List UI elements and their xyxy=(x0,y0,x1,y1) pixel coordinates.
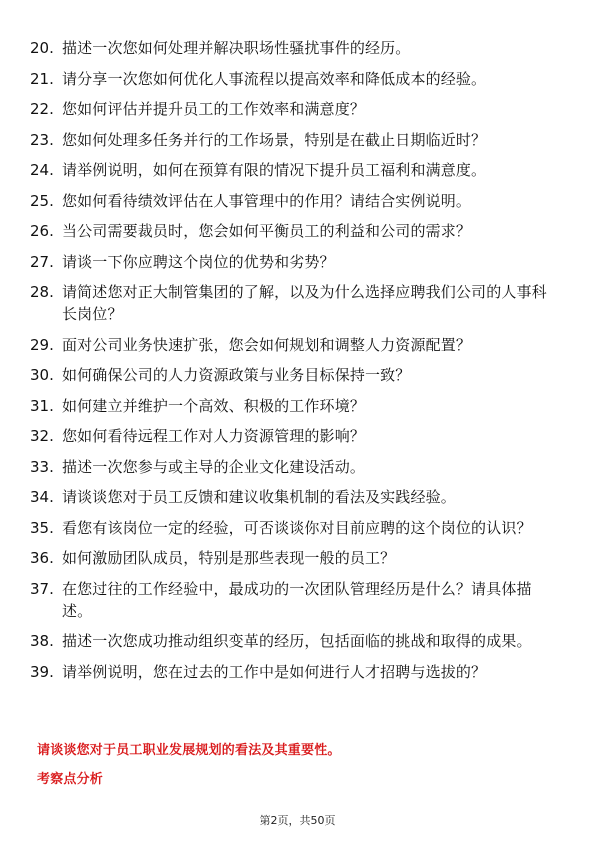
question-number: 32. xyxy=(30,427,54,445)
list-item xyxy=(30,517,560,539)
question-number: 27. xyxy=(30,252,54,271)
question-text: 请简述您对正大制管集团的了解，以及为什么选择应聘我们公司的人事科长岗位？ xyxy=(62,283,547,323)
question-number: 33. xyxy=(30,457,54,476)
question-number: 37. xyxy=(30,579,54,598)
question-number: 24. xyxy=(30,161,54,179)
question-number: 22. xyxy=(30,100,54,118)
list-item xyxy=(30,220,560,242)
list-item xyxy=(30,281,560,325)
question-text: 请举例说明，您在过去的工作中是如何进行人才招聘与选拔的？ xyxy=(62,662,487,681)
list-item xyxy=(30,456,560,478)
question-number: 30. xyxy=(30,366,54,384)
question-text: 您如何处理多任务并行的工作场景，特别是在截止日期临近时？ xyxy=(62,130,487,149)
list-item xyxy=(30,364,560,386)
question-text: 当公司需要裁员时，您会如何平衡员工的利益和公司的需求？ xyxy=(62,222,472,240)
list-item xyxy=(30,578,560,622)
question-text: 在您过往的工作经验中，最成功的一次团队管理经历是什么？请具体描述。 xyxy=(62,579,532,620)
question-number: 38. xyxy=(30,632,54,650)
list-item xyxy=(30,159,560,181)
question-text: 您如何评估并提升员工的工作效率和满意度？ xyxy=(62,100,366,118)
question-text: 您如何看待远程工作对人力资源管理的影响？ xyxy=(62,427,366,445)
question-number: 29. xyxy=(30,335,54,354)
list-item xyxy=(30,334,560,356)
question-text: 您如何看待绩效评估在人事管理中的作用？请结合实例说明。 xyxy=(62,191,472,210)
question-list xyxy=(30,37,560,691)
list-item xyxy=(30,190,560,212)
question-text: 请谈谈您对于员工反馈和建议收集机制的看法及实践经验。 xyxy=(62,488,456,506)
question-number: 35. xyxy=(30,518,54,537)
question-text: 看您有该岗位一定的经验，可否谈谈你对目前应聘的这个岗位的认识？ xyxy=(62,518,532,537)
question-text: 如何激励团队成员，特别是那些表现一般的员工？ xyxy=(62,549,396,567)
list-item xyxy=(30,547,560,569)
question-text: 请分享一次您如何优化人事流程以提高效率和降低成本的经验。 xyxy=(62,69,487,88)
question-number: 23. xyxy=(30,130,54,149)
question-text: 请谈一下你应聘这个岗位的优势和劣势？ xyxy=(62,252,335,271)
question-number: 34. xyxy=(30,488,54,506)
question-number: 31. xyxy=(30,396,54,415)
question-number: 21. xyxy=(30,69,54,88)
question-text: 面对公司业务快速扩张，您会如何规划和调整人力资源配置？ xyxy=(62,335,472,354)
question-number: 28. xyxy=(30,283,54,301)
question-text: 如何建立并维护一个高效、积极的工作环境？ xyxy=(62,396,366,415)
question-number: 20. xyxy=(30,39,54,57)
question-text: 描述一次您如何处理并解决职场性骚扰事件的经历。 xyxy=(62,39,411,57)
list-item xyxy=(30,630,560,652)
question-text: 描述一次您成功推动组织变革的经历，包括面临的挑战和取得的成果。 xyxy=(62,632,532,650)
list-item xyxy=(30,251,560,273)
question-text: 如何确保公司的人力资源政策与业务目标保持一致？ xyxy=(62,366,411,384)
list-item xyxy=(30,661,560,683)
list-item xyxy=(30,486,560,508)
page-footer: 第2页，共50页 xyxy=(259,814,336,827)
question-text: 描述一次您参与或主导的企业文化建设活动。 xyxy=(62,457,366,476)
question-number: 39. xyxy=(30,662,54,681)
list-item xyxy=(30,98,560,120)
question-text: 请举例说明，如何在预算有限的情况下提升员工福利和满意度。 xyxy=(62,161,487,179)
list-item xyxy=(30,37,560,59)
section-heading: 考察点分析 xyxy=(37,772,104,787)
highlighted-question: 请谈谈您对于员工职业发展规划的看法及其重要性。 xyxy=(37,743,341,758)
list-item xyxy=(30,68,560,90)
list-item xyxy=(30,395,560,417)
list-item xyxy=(30,129,560,151)
question-number: 36. xyxy=(30,549,54,567)
question-number: 26. xyxy=(30,222,54,240)
list-item xyxy=(30,425,560,447)
question-number: 25. xyxy=(30,191,54,210)
